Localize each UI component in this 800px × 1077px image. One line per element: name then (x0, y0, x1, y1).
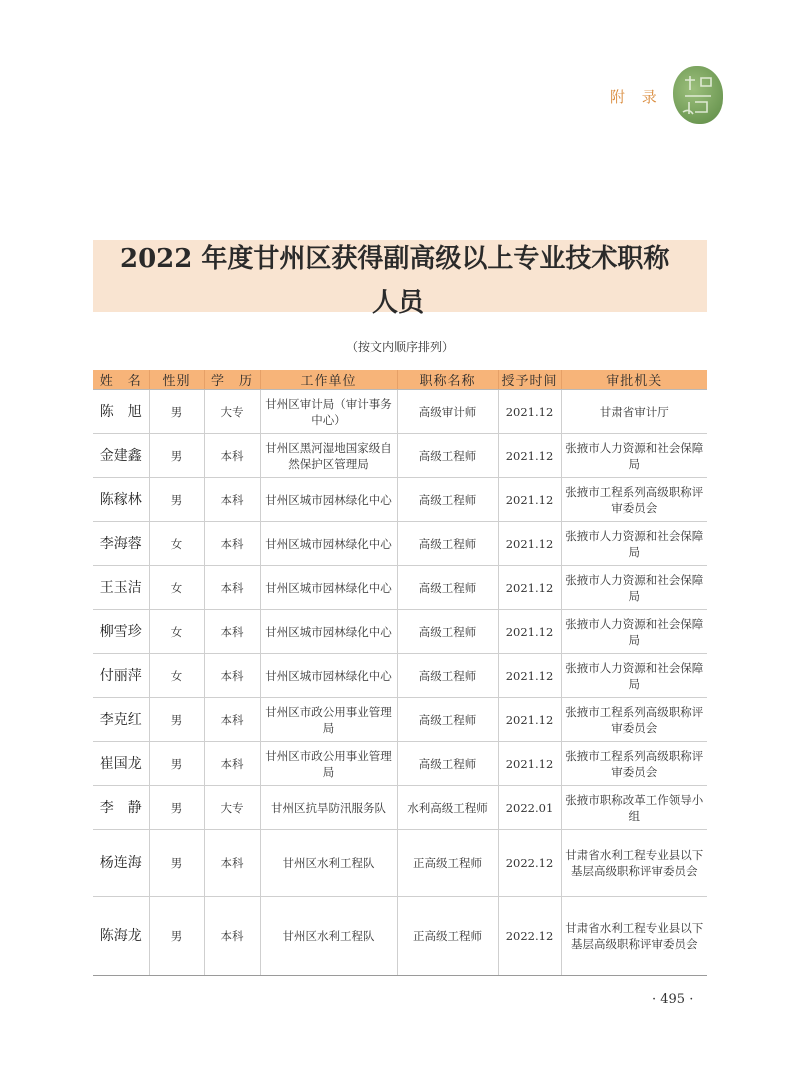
cell-unit: 甘州区市政公用事业管理局 (260, 698, 397, 742)
cell-unit: 甘州区城市园林绿化中心 (260, 654, 397, 698)
cell-name: 陈稼林 (93, 478, 149, 522)
cell-authority: 张掖市人力资源和社会保障局 (561, 610, 707, 654)
cell-date: 2021.12 (498, 654, 561, 698)
cell-gender: 男 (149, 478, 204, 522)
cell-title: 高级工程师 (397, 654, 498, 698)
cell-authority: 张掖市工程系列高级职称评审委员会 (561, 478, 707, 522)
cell-unit: 甘州区城市园林绿化中心 (260, 522, 397, 566)
table-row (93, 522, 707, 566)
cell-name: 陈海龙 (93, 897, 149, 976)
col-header-title: 职称名称 (397, 370, 498, 390)
cell-date: 2021.12 (498, 390, 561, 434)
cell-authority: 张掖市工程系列高级职称评审委员会 (561, 742, 707, 786)
cell-date: 2021.12 (498, 698, 561, 742)
cell-date: 2022.12 (498, 830, 561, 897)
cell-title: 高级工程师 (397, 742, 498, 786)
cell-title: 水利高级工程师 (397, 786, 498, 830)
page-number: · 495 · (652, 992, 694, 1007)
cell-gender: 男 (149, 390, 204, 434)
cell-date: 2021.12 (498, 478, 561, 522)
cell-name: 李克红 (93, 698, 149, 742)
cell-unit: 甘州区城市园林绿化中心 (260, 610, 397, 654)
cell-gender: 男 (149, 698, 204, 742)
cell-name: 柳雪珍 (93, 610, 149, 654)
col-header-authority: 审批机关 (561, 370, 707, 390)
cell-authority: 张掖市工程系列高级职称评审委员会 (561, 698, 707, 742)
seal-stamp-icon (673, 66, 723, 124)
cell-name: 付丽萍 (93, 654, 149, 698)
table-row (93, 698, 707, 742)
table-row (93, 830, 707, 897)
cell-authority: 张掖市人力资源和社会保障局 (561, 522, 707, 566)
cell-date: 2021.12 (498, 522, 561, 566)
cell-authority: 张掖市人力资源和社会保障局 (561, 566, 707, 610)
cell-gender: 男 (149, 434, 204, 478)
cell-gender: 男 (149, 830, 204, 897)
table-row (93, 786, 707, 830)
cell-title: 正高级工程师 (397, 897, 498, 976)
cell-education: 本科 (204, 654, 260, 698)
cell-date: 2022.12 (498, 897, 561, 976)
table-row (93, 742, 707, 786)
cell-name: 杨连海 (93, 830, 149, 897)
cell-gender: 女 (149, 654, 204, 698)
cell-title: 高级工程师 (397, 522, 498, 566)
cell-unit: 甘州区水利工程队 (260, 830, 397, 897)
cell-authority: 张掖市人力资源和社会保障局 (561, 434, 707, 478)
cell-education: 本科 (204, 566, 260, 610)
table-row (93, 566, 707, 610)
cell-authority: 甘肃省审计厅 (561, 390, 707, 434)
cell-name: 崔国龙 (93, 742, 149, 786)
cell-name: 金建鑫 (93, 434, 149, 478)
cell-title: 高级工程师 (397, 698, 498, 742)
table-row (93, 434, 707, 478)
cell-gender: 男 (149, 786, 204, 830)
cell-education: 本科 (204, 434, 260, 478)
cell-unit: 甘州区水利工程队 (260, 897, 397, 976)
col-header-date: 授予时间 (498, 370, 561, 390)
cell-title: 高级工程师 (397, 478, 498, 522)
table-header-row (93, 370, 707, 390)
cell-title: 高级审计师 (397, 390, 498, 434)
cell-unit: 甘州区抗旱防汛服务队 (260, 786, 397, 830)
col-header-name: 姓 名 (93, 370, 149, 390)
col-header-education: 学 历 (204, 370, 260, 390)
table-row (93, 610, 707, 654)
subtitle: （按文内顺序排列） (345, 340, 454, 354)
cell-unit: 甘州区城市园林绿化中心 (260, 566, 397, 610)
cell-authority: 甘肃省水利工程专业县以下基层高级职称评审委员会 (561, 830, 707, 897)
cell-date: 2021.12 (498, 566, 561, 610)
page-title-continued: 人员 (372, 288, 425, 318)
col-header-gender: 性别 (149, 370, 204, 390)
cell-education: 本科 (204, 897, 260, 976)
personnel-table (93, 370, 707, 976)
table-row (93, 897, 707, 976)
cell-date: 2022.01 (498, 786, 561, 830)
cell-title: 高级工程师 (397, 610, 498, 654)
cell-education: 本科 (204, 698, 260, 742)
cell-title: 高级工程师 (397, 566, 498, 610)
page-title: 2022 年度甘州区获得副高级以上专业技术职称 (120, 244, 670, 274)
cell-name: 李 静 (93, 786, 149, 830)
cell-date: 2021.12 (498, 434, 561, 478)
cell-gender: 女 (149, 566, 204, 610)
cell-name: 王玉洁 (93, 566, 149, 610)
cell-unit: 甘州区黑河湿地国家级自然保护区管理局 (260, 434, 397, 478)
cell-gender: 女 (149, 610, 204, 654)
table-row (93, 478, 707, 522)
cell-education: 本科 (204, 830, 260, 897)
cell-education: 大专 (204, 786, 260, 830)
cell-gender: 男 (149, 897, 204, 976)
cell-name: 李海蓉 (93, 522, 149, 566)
cell-authority: 张掖市职称改革工作领导小组 (561, 786, 707, 830)
cell-title: 高级工程师 (397, 434, 498, 478)
cell-education: 大专 (204, 390, 260, 434)
cell-authority: 张掖市人力资源和社会保障局 (561, 654, 707, 698)
table-row (93, 390, 707, 434)
cell-gender: 女 (149, 522, 204, 566)
cell-education: 本科 (204, 478, 260, 522)
cell-education: 本科 (204, 610, 260, 654)
cell-authority: 甘肃省水利工程专业县以下基层高级职称评审委员会 (561, 897, 707, 976)
cell-gender: 男 (149, 742, 204, 786)
section-label: 附 录 (610, 88, 663, 106)
cell-unit: 甘州区城市园林绿化中心 (260, 478, 397, 522)
cell-unit: 甘州区市政公用事业管理局 (260, 742, 397, 786)
cell-date: 2021.12 (498, 610, 561, 654)
cell-name: 陈 旭 (93, 390, 149, 434)
cell-unit: 甘州区审计局（审计事务中心） (260, 390, 397, 434)
cell-date: 2021.12 (498, 742, 561, 786)
cell-education: 本科 (204, 522, 260, 566)
cell-title: 正高级工程师 (397, 830, 498, 897)
cell-education: 本科 (204, 742, 260, 786)
col-header-unit: 工作单位 (260, 370, 397, 390)
table-row (93, 654, 707, 698)
